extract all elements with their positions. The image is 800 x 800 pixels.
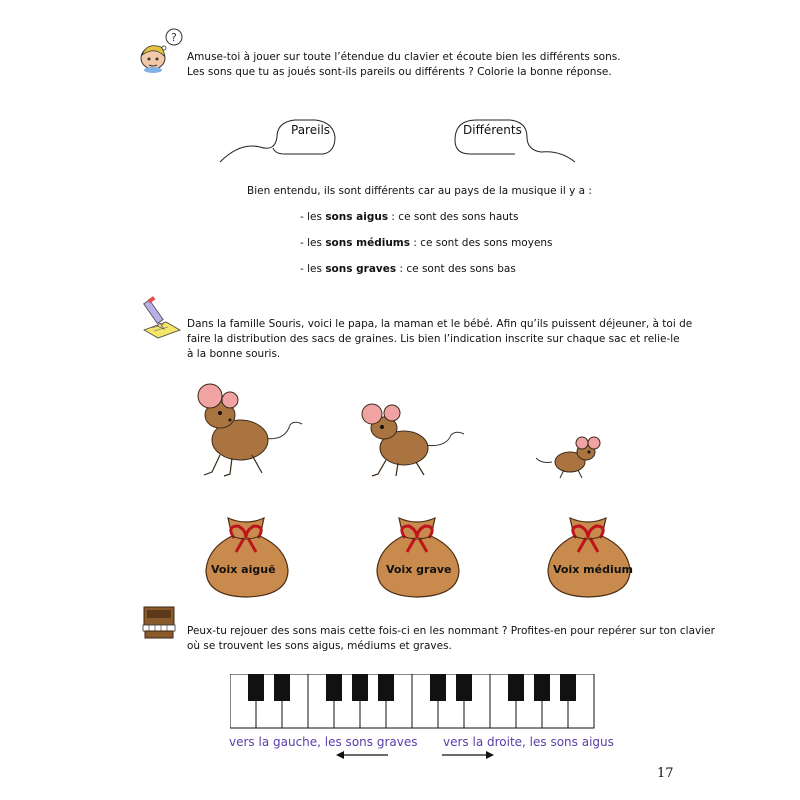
thinking-child-icon <box>137 28 183 74</box>
black-key[interactable] <box>274 674 290 701</box>
caption-right-aigus: vers la droite, les sons aigus <box>443 735 614 749</box>
piano-keyboard[interactable] <box>230 674 600 730</box>
exercise1-line1: Amuse-toi à jouer sur toute l’étendue du clavier et écoute bien les différents sons. <box>187 51 621 63</box>
explanation-item-mediums: - les sons médiums : ce sont des sons moyens <box>300 237 553 249</box>
exercise2-line3: à la bonne souris. <box>187 348 281 360</box>
explanation-intro: Bien entendu, ils sont différents car au pays de la musique il y a : <box>247 185 592 197</box>
caption-left-graves: vers la gauche, les sons graves <box>229 735 418 749</box>
exercise1-text <box>187 50 747 80</box>
explanation-item-graves: - les sons graves : ce sont des sons bas <box>300 263 516 275</box>
exercise2-text <box>187 317 767 362</box>
bag-label-medium: Voix médium <box>553 563 634 576</box>
exercise2-line1: Dans la famille Souris, voici le papa, la maman et le bébé. Afin qu’ils puissent déjeuner, à toi de <box>187 318 693 330</box>
black-key[interactable] <box>378 674 394 701</box>
mouse-bebe-image[interactable] <box>534 434 614 480</box>
seed-bag-medium[interactable] <box>544 512 634 600</box>
seed-bag-aigue[interactable] <box>202 512 292 600</box>
black-key[interactable] <box>508 674 524 701</box>
page-number: 17 <box>657 766 674 781</box>
svg-text:?: ? <box>171 31 177 44</box>
black-key[interactable] <box>352 674 368 701</box>
black-key[interactable] <box>456 674 472 701</box>
black-key[interactable] <box>326 674 342 701</box>
pencil-writing-icon <box>140 296 184 340</box>
right-arrow-icon <box>440 750 494 760</box>
exercise3-line1: Peux-tu rejouer des sons mais cette fois-ci en les nommant ? Profites-en pour repérer sur ton clavier <box>187 625 715 637</box>
bag-label-grave: Voix grave <box>386 563 452 576</box>
explanation-item-aigus: - les sons aigus : ce sont des sons hauts <box>300 211 519 223</box>
exercise1-line2: Les sons que tu as joués sont-ils pareils ou différents ? Colorie la bonne réponse. <box>187 66 612 78</box>
exercise2-line2: faire la distribution des sacs de graines. Lis bien l’indication inscrite sur chaque sac et relie-le <box>187 333 680 345</box>
choice-bubbles <box>215 112 585 167</box>
seed-bag-grave[interactable] <box>373 512 463 600</box>
piano-icon <box>141 605 177 641</box>
mouse-maman-image[interactable] <box>356 400 471 480</box>
black-key[interactable] <box>534 674 550 701</box>
black-key[interactable] <box>430 674 446 701</box>
exercise3-line2: où se trouvent les sons aigus, médiums et graves. <box>187 640 452 652</box>
mouse-papa-image[interactable] <box>190 380 305 480</box>
black-key[interactable] <box>560 674 576 701</box>
left-arrow-icon <box>336 750 390 760</box>
exercise3-text <box>187 624 767 654</box>
bag-label-aigue: Voix aiguë <box>211 563 276 576</box>
black-key[interactable] <box>248 674 264 701</box>
choice-pareils[interactable]: Pareils <box>291 123 331 137</box>
choice-differents[interactable]: Différents <box>463 123 522 137</box>
